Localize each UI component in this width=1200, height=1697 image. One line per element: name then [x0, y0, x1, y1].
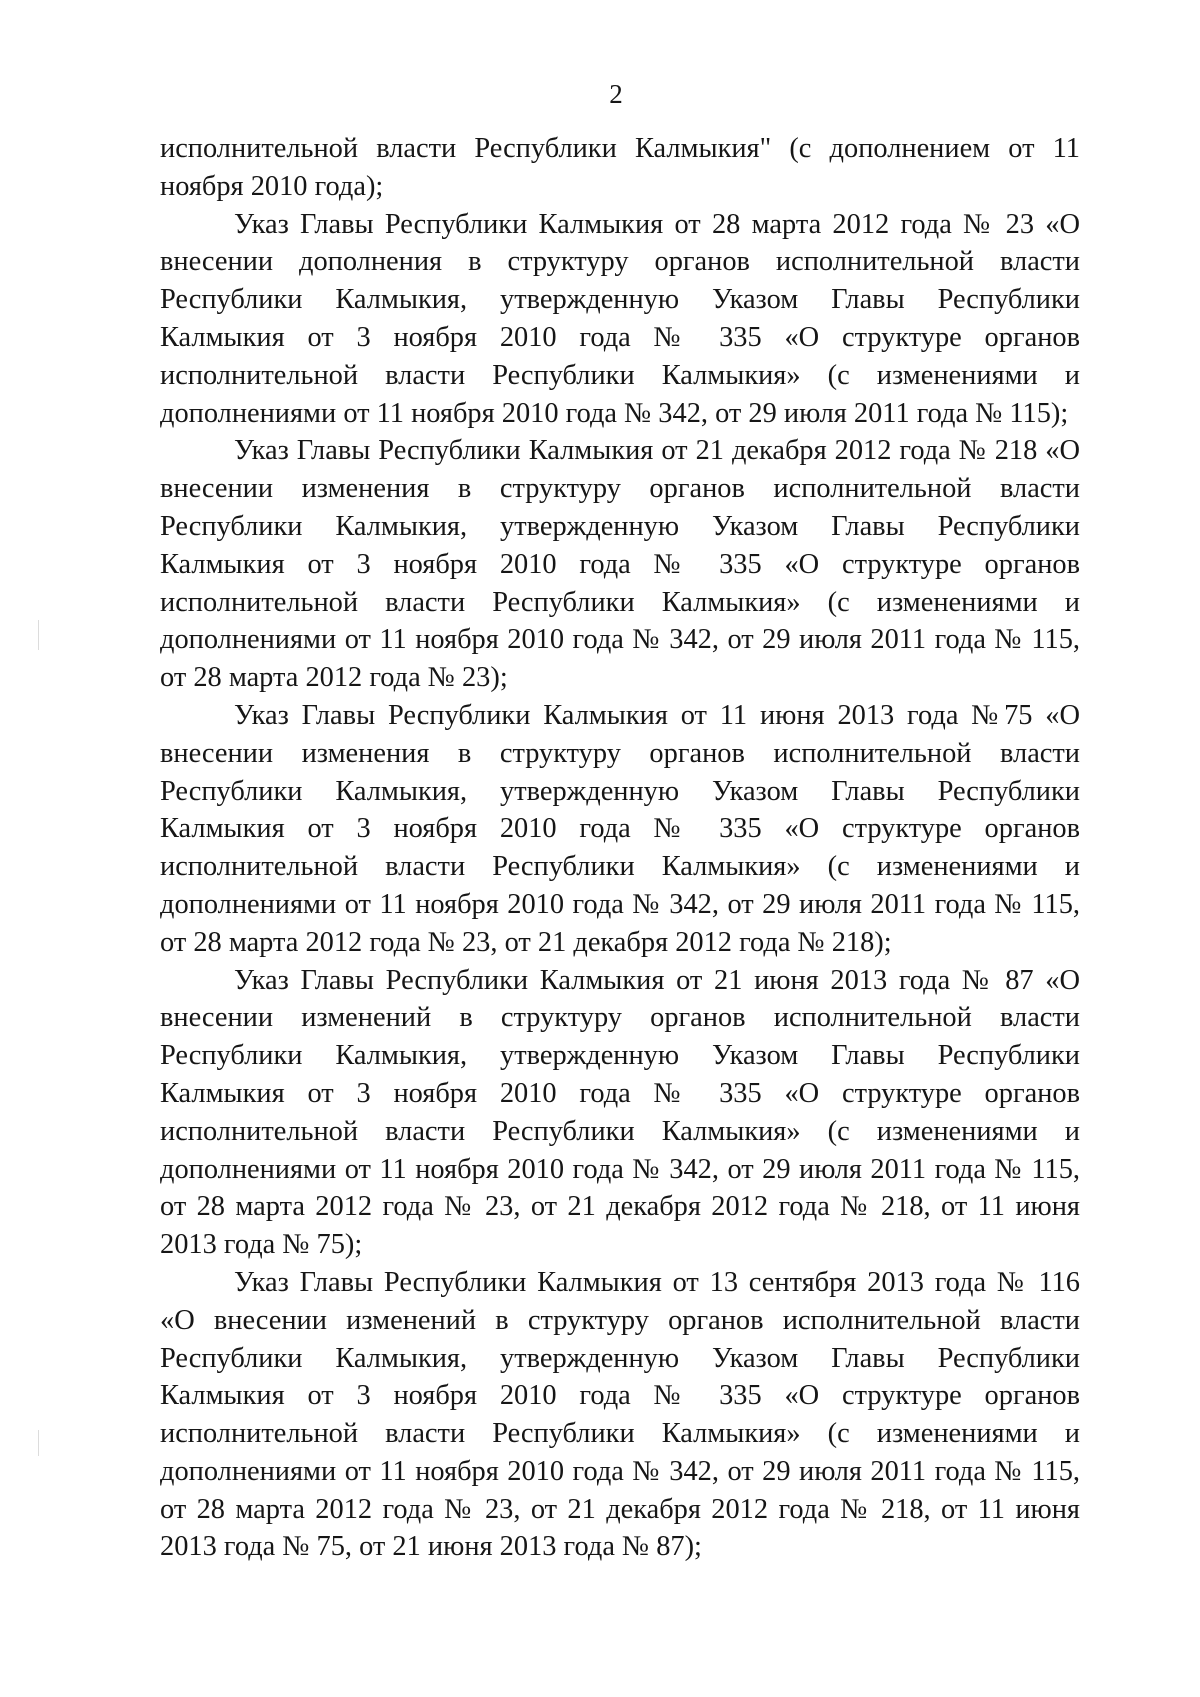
paragraph-decree-2012-218: Указ Главы Республики Калмыкия от 21 декабря 2012 года № 218 «О внесении изменения в структуру органов исполнительной власти Республики Калмыкия, утвержденную Указом Главы Республики Калмыкия от 3 ноября 2010 года № 335 «О структуре органов исполнительной власти Республики Калмыкия» (с изменениями и дополнениями от 11 ноября 2010 года № 342, от 29 июля 2011 года № 115, от 28 марта 2012 года № 23);: [160, 435, 1080, 694]
page-number: 2: [609, 79, 623, 109]
scan-artifact-mark: [38, 620, 39, 650]
document-body: [160, 130, 1080, 1566]
paragraph-decree-2013-116: Указ Главы Республики Калмыкия от 13 сентября 2013 года № 116 «О внесении изменений в структуру органов исполнительной власти Республики Калмыкия, утвержденную Указом Главы Республики Калмыкия от 3 ноября 2010 года № 335 «О структуре органов исполнительной власти Республики Калмыкия» (с изменениями и дополнениями от 11 ноября 2010 года № 342, от 29 июля 2011 года № 115, от 28 марта 2012 года № 23, от 21 декабря 2012 года № 218, от 11 июня 2013 года № 75, от 21 июня 2013 года № 87);: [160, 1266, 1080, 1563]
paragraph-decree-2012-23: Указ Главы Республики Калмыкия от 28 марта 2012 года № 23 «О внесении дополнения в структуру органов исполнительной власти Республики Калмыкия, утвержденную Указом Главы Республики Калмыкия от 3 ноября 2010 года № 335 «О структуре органов исполнительной власти Республики Калмыкия» (с изменениями и дополнениями от 11 ноября 2010 года № 342, от 29 июля 2011 года № 115);: [160, 208, 1080, 429]
scan-artifact-mark: [38, 1430, 39, 1456]
paragraph-decree-2013-87: Указ Главы Республики Калмыкия от 21 июня 2013 года № 87 «О внесении изменений в структуру органов исполнительной власти Республики Калмыкия, утвержденную Указом Главы Республики Калмыкия от 3 ноября 2010 года № 335 «О структуре органов исполнительной власти Республики Калмыкия» (с изменениями и дополнениями от 11 ноября 2010 года № 342, от 29 июля 2011 года № 115, от 28 марта 2012 года № 23, от 21 декабря 2012 года № 218, от 11 июня 2013 года № 75);: [160, 964, 1080, 1261]
paragraph-continuation: исполнительной власти Республики Калмыкия" (с дополнением от 11 ноября 2010 года);: [160, 133, 1080, 202]
paragraph-decree-2013-75: Указ Главы Республики Калмыкия от 11 июня 2013 года №75 «О внесении изменения в структуру органов исполнительной власти Республики Калмыкия, утвержденную Указом Главы Республики Калмыкия от 3 ноября 2010 года № 335 «О структуре органов исполнительной власти Республики Калмыкия» (с изменениями и дополнениями от 11 ноября 2010 года № 342, от 29 июля 2011 года № 115, от 28 марта 2012 года № 23, от 21 декабря 2012 года № 218);: [160, 699, 1080, 958]
